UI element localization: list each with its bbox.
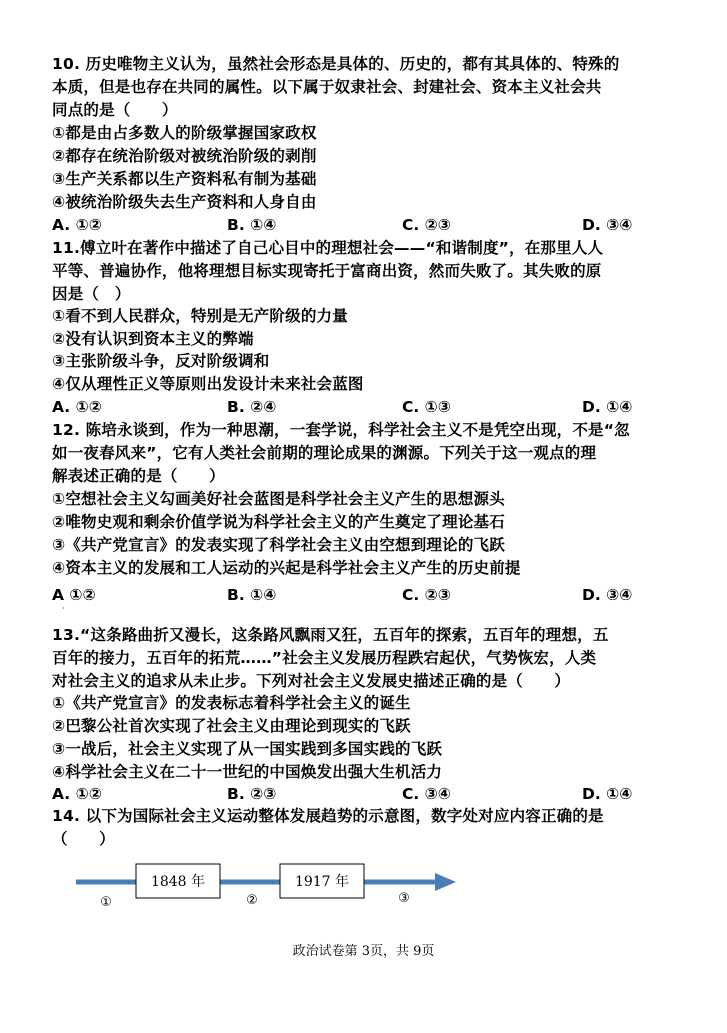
q11-item-2: ②没有认识到资本主义的弊端 [52, 330, 254, 348]
marker-1: ① [100, 895, 112, 910]
q12-item-3: ③《共产党宣言》的发表实现了科学社会主义由空想到理论的飞跃 [52, 536, 505, 554]
q13-option-c[interactable]: C. ③④ [402, 785, 451, 803]
q10-option-d[interactable]: D. ③④ [582, 216, 633, 234]
q12-option-b[interactable]: B. ①④ [227, 586, 277, 604]
q11-option-d[interactable]: D. ①④ [582, 398, 633, 416]
q10-option-a[interactable]: A. ①② [52, 216, 102, 234]
q11-stem-line-2: 平等、普遍协作，他将理想目标实现寄托于富商出资，然而失败了。其失败的原 [52, 262, 602, 280]
q12-option-a[interactable]: A ①② [52, 586, 96, 604]
q14-stem-line-1: 14. 以下为国际社会主义运动整体发展趋势的示意图，数字处对应内容正确的是 [52, 807, 604, 825]
q10-stem-line-2: 本质，但是也存在共同的属性。以下属于奴隶社会、封建社会、资本主义社会共 [52, 78, 602, 96]
page-footer: 政治试卷第 3页，共 9页 [292, 944, 435, 959]
q12-stem-line-2: 如一夜春风来”，它有人类社会前期的理论成果的渊源。下列关于这一观点的理 [52, 444, 597, 462]
q13-stem-line-1: 13.“这条路曲折又漫长，这条路风飘雨又狂，五百年的探索，五百年的理想，五 [52, 626, 609, 644]
q13-item-4: ④科学社会主义在二十一世纪的中国焕发出强大生机活力 [52, 763, 443, 781]
marker-2: ② [246, 893, 258, 908]
q13-option-a[interactable]: A. ①② [52, 785, 102, 803]
q12-item-2: ②唯物史观和剩余价值学说为科学社会主义的产生奠定了理论基石 [52, 513, 505, 531]
q11-option-c[interactable]: C. ①③ [402, 398, 451, 416]
q13-stem-line-2: 百年的接力，五百年的拓荒……”社会主义发展历程跌宕起伏，气势恢宏，人类 [52, 649, 597, 667]
q11-option-a[interactable]: A. ①② [52, 398, 102, 416]
q12-option-d[interactable]: D. ③④ [582, 586, 633, 604]
q13-option-b[interactable]: B. ②③ [227, 785, 277, 803]
q10-options [52, 215, 672, 235]
q10-item-1: ①都是由占多数人的阶级掌握国家政权 [52, 124, 317, 142]
q10-option-c[interactable]: C. ②③ [402, 216, 451, 234]
q11-item-3: ③主张阶级斗争，反对阶级调和 [52, 352, 270, 370]
q12-stem-line-3: 解表述正确的是（ ） [52, 467, 225, 485]
q13-stem-line-3: 对社会主义的追求从未止步。下列对社会主义发展史描述正确的是（ ） [52, 672, 571, 690]
marker-3: ③ [398, 891, 410, 906]
q10-item-4: ④被统治阶级失去生产资料和人身自由 [52, 193, 317, 211]
q13-options [52, 784, 672, 804]
q11-item-1: ①看不到人民群众，特别是无产阶级的力量 [52, 307, 348, 325]
q11-item-4: ④仅从理性正义等原则出发设计未来社会蓝图 [52, 375, 364, 393]
q11-stem-line-1: 11.傅立叶在著作中描述了自己心目中的理想社会——“和谐制度”，在那里人人 [52, 239, 604, 257]
q12-item-1: ①空想社会主义勾画美好社会蓝图是科学社会主义产生的思想源头 [52, 490, 505, 508]
q12-stem-line-1: 12. 陈培永谈到，作为一种思潮，一套学说，科学社会主义不是凭空出现，不是“忽 [52, 421, 630, 439]
q12-item-4: ④资本主义的发展和工人运动的兴起是科学社会主义产生的历史前提 [52, 559, 521, 577]
q11-options [52, 397, 672, 417]
trend-arrow-head [435, 873, 456, 891]
q12-options [52, 585, 672, 605]
box-1917-label: 1917 年 [294, 874, 350, 890]
box-1848-label: 1848 年 [150, 874, 206, 890]
q12-option-c[interactable]: C. ②③ [402, 586, 451, 604]
q13-item-3: ③一战后，社会主义实现了从一国实践到多国实践的飞跃 [52, 740, 443, 758]
q13-item-2: ②巴黎公社首次实现了社会主义由理论到现实的飞跃 [52, 717, 411, 735]
q13-option-d[interactable]: D. ①④ [582, 785, 633, 803]
q11-stem-line-3: 因是（ ） [52, 285, 131, 303]
q10-stem-line-1: 10. 历史唯物主义认为，虽然社会形态是具体的、历史的，都有其具体的、特殊的 [52, 55, 620, 73]
q14-stem-line-2: （ ） [52, 830, 115, 848]
q10-option-b[interactable]: B. ①④ [227, 216, 277, 234]
q11-option-b[interactable]: B. ②④ [227, 398, 277, 416]
stray-dot: · [62, 604, 65, 613]
socialism-trend-diagram [70, 860, 470, 920]
q10-item-3: ③生产关系都以生产资料私有制为基础 [52, 170, 317, 188]
q13-item-1: ①《共产党宣言》的发表标志着科学社会主义的诞生 [52, 694, 411, 712]
q10-stem-line-3: 同点的是（ ） [52, 101, 178, 119]
q10-item-2: ②都存在统治阶级对被统治阶级的剥削 [52, 147, 317, 165]
